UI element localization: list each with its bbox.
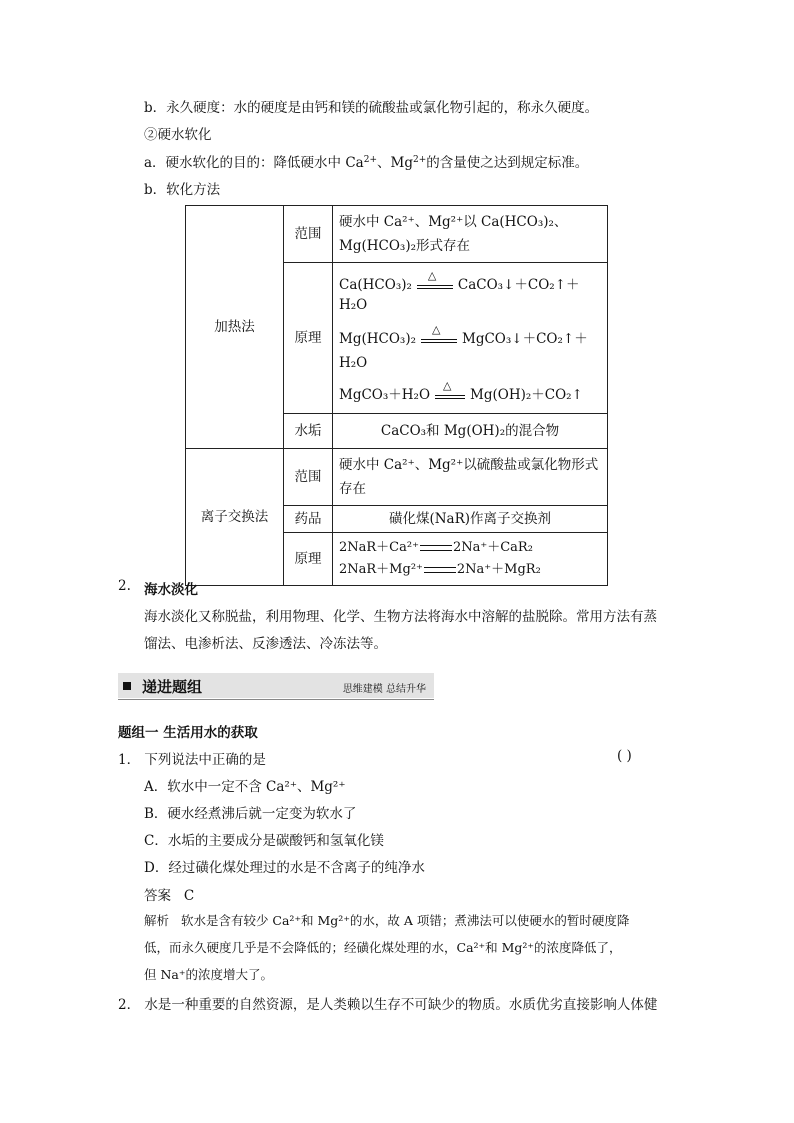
key-scope: 范围 bbox=[284, 449, 333, 506]
heating-scale-text: CaCO₃和 Mg(OH)₂的混合物 bbox=[333, 414, 608, 449]
ion-scope-text: 硬水中 Ca²⁺、Mg²⁺以硫酸盐或氯化物形式存在 bbox=[333, 449, 608, 506]
answer-line: 答案 C bbox=[144, 888, 195, 904]
heating-scope-text: 硬水中 Ca²⁺、Mg²⁺以 Ca(HCO₃)₂、Mg(HCO₃)₂形式存在 bbox=[333, 206, 608, 263]
analysis-line: 低，而永久硬度几乎是不会降低的；经磺化煤处理的水，Ca²⁺和 Mg²⁺的浓度降低了， bbox=[144, 940, 622, 955]
answer-parenthesis: ( ) bbox=[617, 748, 632, 764]
section-title: 海水淡化 bbox=[144, 582, 198, 598]
ion-agent-text: 磺化煤(NaR)作离子交换剂 bbox=[333, 506, 608, 533]
equation-line: 2NaR＋Ca²⁺ 2Na⁺＋CaR₂ bbox=[339, 540, 533, 555]
key-agent: 药品 bbox=[284, 506, 333, 533]
key-principle: 原理 bbox=[284, 533, 333, 586]
key-scale: 水垢 bbox=[284, 414, 333, 449]
key-principle: 原理 bbox=[284, 263, 333, 414]
method-ion-exchange: 离子交换法 bbox=[186, 449, 284, 586]
ion-principle-equations bbox=[333, 533, 608, 586]
softening-methods-label: b．软化方法 bbox=[144, 182, 221, 198]
key-scope: 范围 bbox=[284, 206, 333, 263]
equation-line: Ca(HCO₃)₂ △ CaCO₃↓＋CO₂↑＋H₂O bbox=[339, 268, 580, 313]
analysis-line: 但 Na⁺的浓度增大了。 bbox=[144, 967, 273, 982]
banner-underline bbox=[118, 699, 434, 700]
heating-principle-equations bbox=[333, 263, 608, 414]
question-stem: 2． 水是一种重要的自然资源，是人类赖以生存不可缺少的物质。水质优劣直接影响人体健 bbox=[118, 997, 658, 1013]
banner-subtitle: 思维建模 总结升华 bbox=[342, 684, 426, 695]
heat-arrow: △ bbox=[417, 278, 453, 294]
softening-purpose-text: a．硬水软化的目的：降低硬水中 $Ca^{2+}$、$Mg^{2+}$的含量使之达到规定标准。 bbox=[144, 155, 589, 171]
option-c: C．水垢的主要成分是碳酸钙和氢氧化镁 bbox=[144, 833, 384, 849]
equation-line: Mg(HCO₃)₂ △ MgCO₃↓＋CO₂↑＋ bbox=[339, 322, 588, 347]
equation-line: MgCO₃＋H₂O △ Mg(OH)₂＋CO₂↑ bbox=[339, 378, 583, 403]
progressive-exercises-banner bbox=[118, 673, 434, 698]
equation-line: H₂O bbox=[339, 355, 368, 371]
table-row bbox=[186, 449, 608, 506]
permanent-hardness-text: b．永久硬度：水的硬度是由钙和镁的硫酸盐或氯化物引起的，称永久硬度。 bbox=[144, 100, 599, 116]
heat-arrow: △ bbox=[421, 332, 457, 348]
option-a: A．软水中一定不含 Ca²⁺、Mg²⁺ bbox=[144, 779, 346, 795]
section-number: 2. bbox=[118, 578, 131, 594]
desalination-text-line: 馏法、电渗析法、反渗透法、冷冻法等。 bbox=[144, 636, 387, 652]
desalination-text-line: 海水淡化又称脱盐，利用物理、化学、生物方法将海水中溶解的盐脱除。常用方法有蒸 bbox=[144, 609, 657, 625]
square-bullet-icon bbox=[123, 682, 131, 690]
option-b: B．硬水经煮沸后就一定变为软水了 bbox=[144, 806, 357, 822]
table-row bbox=[186, 206, 608, 263]
option-d: D．经过磺化煤处理过的水是不含离子的纯净水 bbox=[144, 860, 425, 876]
heat-arrow: △ bbox=[435, 388, 465, 404]
equation-line: 2NaR＋Mg²⁺ 2Na⁺＋MgR₂ bbox=[339, 562, 541, 577]
question-stem: 1． 下列说法中正确的是 bbox=[118, 752, 266, 768]
banner-title: 递进题组 bbox=[142, 678, 203, 696]
analysis-line: 解析 软水是含有较少 Ca²⁺和 Mg²⁺的水，故 A 项错；煮沸法可以使硬水的暂时硬度降 bbox=[144, 913, 630, 928]
softening-methods-table bbox=[185, 205, 608, 586]
group-title: 题组一 生活用水的获取 bbox=[118, 725, 258, 741]
method-heating: 加热法 bbox=[186, 206, 284, 449]
softening-heading: ②硬水软化 bbox=[144, 127, 212, 143]
